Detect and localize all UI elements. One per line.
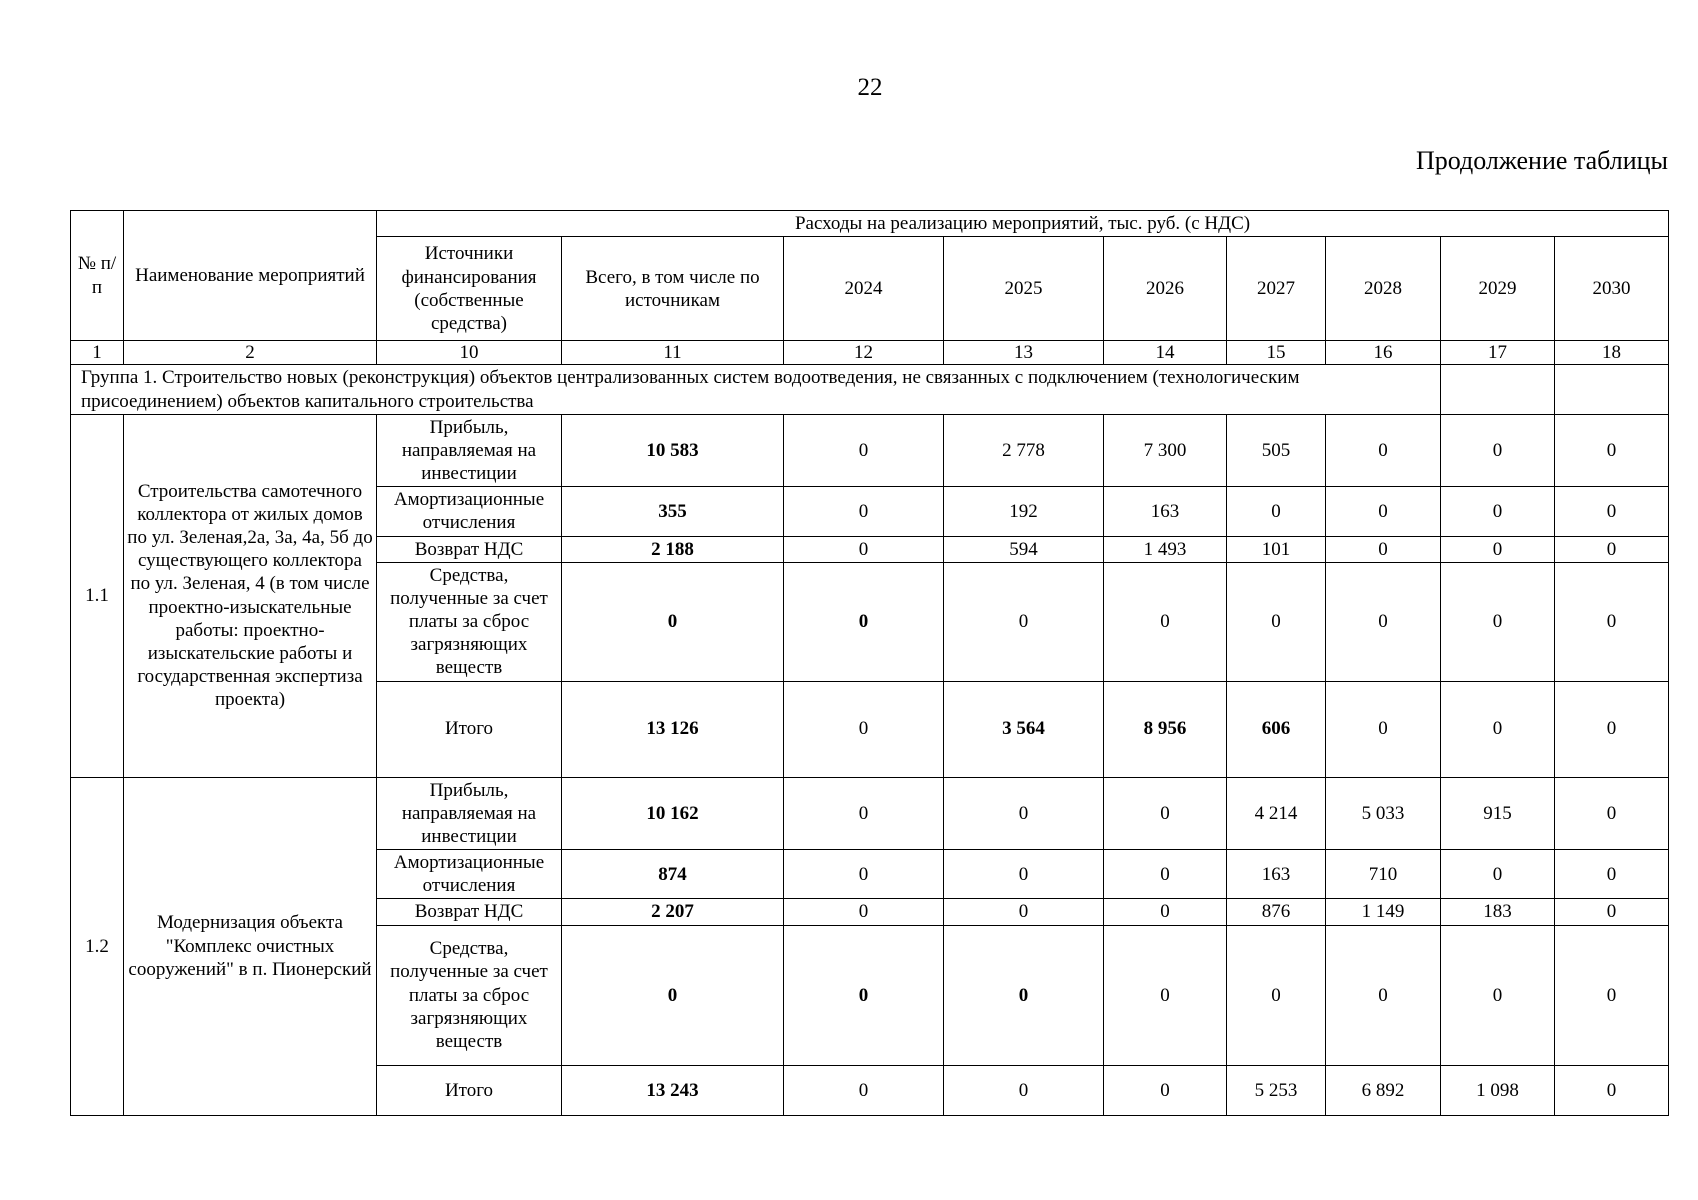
value-cell: 0 [1555, 1065, 1669, 1115]
source-cell: Амортизационные отчисления [377, 487, 562, 536]
value-cell: 0 [1441, 536, 1555, 562]
total-cell: 2 207 [562, 899, 784, 925]
value-cell: 0 [944, 562, 1104, 681]
value-cell: 0 [1104, 899, 1227, 925]
value-cell: 1 098 [1441, 1065, 1555, 1115]
header-year: 2026 [1104, 237, 1227, 341]
table-row [71, 414, 1669, 487]
value-cell: 163 [1227, 850, 1326, 899]
value-cell: 0 [784, 487, 944, 536]
value-cell: 606 [1227, 681, 1326, 777]
header-year: 2030 [1555, 237, 1669, 341]
value-cell: 0 [1555, 536, 1669, 562]
value-cell: 7 300 [1104, 414, 1227, 487]
value-cell: 0 [1227, 925, 1326, 1065]
value-cell: 0 [944, 1065, 1104, 1115]
column-number: 15 [1227, 341, 1326, 365]
value-cell: 0 [1326, 925, 1441, 1065]
empty-cell [1441, 365, 1555, 414]
value-cell: 0 [1441, 681, 1555, 777]
total-cell: 874 [562, 850, 784, 899]
value-cell: 0 [1104, 850, 1227, 899]
value-cell: 0 [1104, 777, 1227, 850]
column-number: 2 [124, 341, 377, 365]
value-cell: 0 [1555, 925, 1669, 1065]
header-year: 2029 [1441, 237, 1555, 341]
value-cell: 0 [1441, 487, 1555, 536]
value-cell: 0 [944, 777, 1104, 850]
column-number: 12 [784, 341, 944, 365]
item-number: 1.1 [71, 414, 124, 777]
column-number-row [71, 341, 1669, 365]
source-cell: Средства, полученные за счет платы за сброс загрязняющих веществ [377, 925, 562, 1065]
value-cell: 6 892 [1326, 1065, 1441, 1115]
source-cell: Прибыль, направляемая на инвестиции [377, 777, 562, 850]
item-name: Строительства самотечного коллектора от жилых домов по ул. Зеленая,2а, 3а, 4а, 5б до существующего коллектора по ул. Зеленая, 4 (в том числе проектно-изыскательные работы: проектно-изыскательские работы и государственная экспертиза проекта) [124, 414, 377, 777]
group-title: Группа 1. Строительство новых (реконструкция) объектов централизованных систем водоотведения, не связанных с подключением (технологическим присоединением) объектов капитального строительства [71, 365, 1441, 414]
value-cell: 0 [1555, 850, 1669, 899]
value-cell: 0 [784, 414, 944, 487]
value-cell: 0 [784, 1065, 944, 1115]
header-source: Источники финансирования (собственные средства) [377, 237, 562, 341]
value-cell: 0 [944, 925, 1104, 1065]
value-cell: 0 [1227, 487, 1326, 536]
total-cell: 10 583 [562, 414, 784, 487]
value-cell: 2 778 [944, 414, 1104, 487]
column-number: 11 [562, 341, 784, 365]
value-cell: 0 [1555, 487, 1669, 536]
value-cell: 0 [1104, 925, 1227, 1065]
expenses-table [70, 210, 1669, 1116]
value-cell: 0 [1227, 562, 1326, 681]
value-cell: 0 [1441, 925, 1555, 1065]
header-name: Наименование мероприятий [124, 211, 377, 341]
value-cell: 0 [784, 899, 944, 925]
value-cell: 5 253 [1227, 1065, 1326, 1115]
value-cell: 0 [1326, 681, 1441, 777]
value-cell: 0 [1555, 562, 1669, 681]
value-cell: 1 493 [1104, 536, 1227, 562]
source-cell: Возврат НДС [377, 536, 562, 562]
value-cell: 0 [784, 850, 944, 899]
header-year: 2028 [1326, 237, 1441, 341]
value-cell: 505 [1227, 414, 1326, 487]
value-cell: 876 [1227, 899, 1326, 925]
value-cell: 0 [1104, 1065, 1227, 1115]
column-number: 17 [1441, 341, 1555, 365]
value-cell: 915 [1441, 777, 1555, 850]
column-number: 10 [377, 341, 562, 365]
value-cell: 0 [1326, 487, 1441, 536]
value-cell: 0 [944, 899, 1104, 925]
column-number: 16 [1326, 341, 1441, 365]
total-cell: 10 162 [562, 777, 784, 850]
header-no: № п/п [71, 211, 124, 341]
value-cell: 594 [944, 536, 1104, 562]
column-number: 18 [1555, 341, 1669, 365]
group-row [71, 365, 1669, 414]
value-cell: 0 [1441, 562, 1555, 681]
total-cell: 13 126 [562, 681, 784, 777]
header-total: Всего, в том числе по источникам [562, 237, 784, 341]
total-cell: 2 188 [562, 536, 784, 562]
value-cell: 0 [1441, 414, 1555, 487]
header-expenses: Расходы на реализацию мероприятий, тыс. руб. (с НДС) [377, 211, 1669, 237]
value-cell: 0 [784, 536, 944, 562]
column-number: 14 [1104, 341, 1227, 365]
value-cell: 192 [944, 487, 1104, 536]
value-cell: 0 [944, 850, 1104, 899]
source-cell: Возврат НДС [377, 899, 562, 925]
value-cell: 0 [1555, 414, 1669, 487]
value-cell: 1 149 [1326, 899, 1441, 925]
page-number: 22 [857, 74, 883, 101]
continuation-label: Продолжение таблицы [1416, 146, 1668, 175]
value-cell: 0 [1326, 414, 1441, 487]
value-cell: 101 [1227, 536, 1326, 562]
header-year: 2025 [944, 237, 1104, 341]
source-cell: Итого [377, 681, 562, 777]
total-cell: 0 [562, 562, 784, 681]
value-cell: 0 [1441, 850, 1555, 899]
value-cell: 163 [1104, 487, 1227, 536]
column-number: 13 [944, 341, 1104, 365]
value-cell: 0 [1326, 562, 1441, 681]
source-cell: Средства, полученные за счет платы за сброс загрязняющих веществ [377, 562, 562, 681]
value-cell: 5 033 [1326, 777, 1441, 850]
item-number: 1.2 [71, 777, 124, 1115]
value-cell: 0 [784, 681, 944, 777]
total-cell: 0 [562, 925, 784, 1065]
value-cell: 710 [1326, 850, 1441, 899]
table-row [71, 777, 1669, 850]
value-cell: 0 [784, 777, 944, 850]
value-cell: 3 564 [944, 681, 1104, 777]
source-cell: Итого [377, 1065, 562, 1115]
source-cell: Амортизационные отчисления [377, 850, 562, 899]
value-cell: 0 [1326, 536, 1441, 562]
item-name: Модернизация объекта "Комплекс очистных сооружений" в п. Пионерский [124, 777, 377, 1115]
source-cell: Прибыль, направляемая на инвестиции [377, 414, 562, 487]
value-cell: 8 956 [1104, 681, 1227, 777]
value-cell: 0 [784, 562, 944, 681]
value-cell: 0 [1555, 899, 1669, 925]
value-cell: 0 [784, 925, 944, 1065]
value-cell: 4 214 [1227, 777, 1326, 850]
value-cell: 0 [1555, 777, 1669, 850]
header-year: 2024 [784, 237, 944, 341]
value-cell: 183 [1441, 899, 1555, 925]
value-cell: 0 [1104, 562, 1227, 681]
empty-cell [1555, 365, 1669, 414]
total-cell: 13 243 [562, 1065, 784, 1115]
column-number: 1 [71, 341, 124, 365]
header-year: 2027 [1227, 237, 1326, 341]
value-cell: 0 [1555, 681, 1669, 777]
total-cell: 355 [562, 487, 784, 536]
